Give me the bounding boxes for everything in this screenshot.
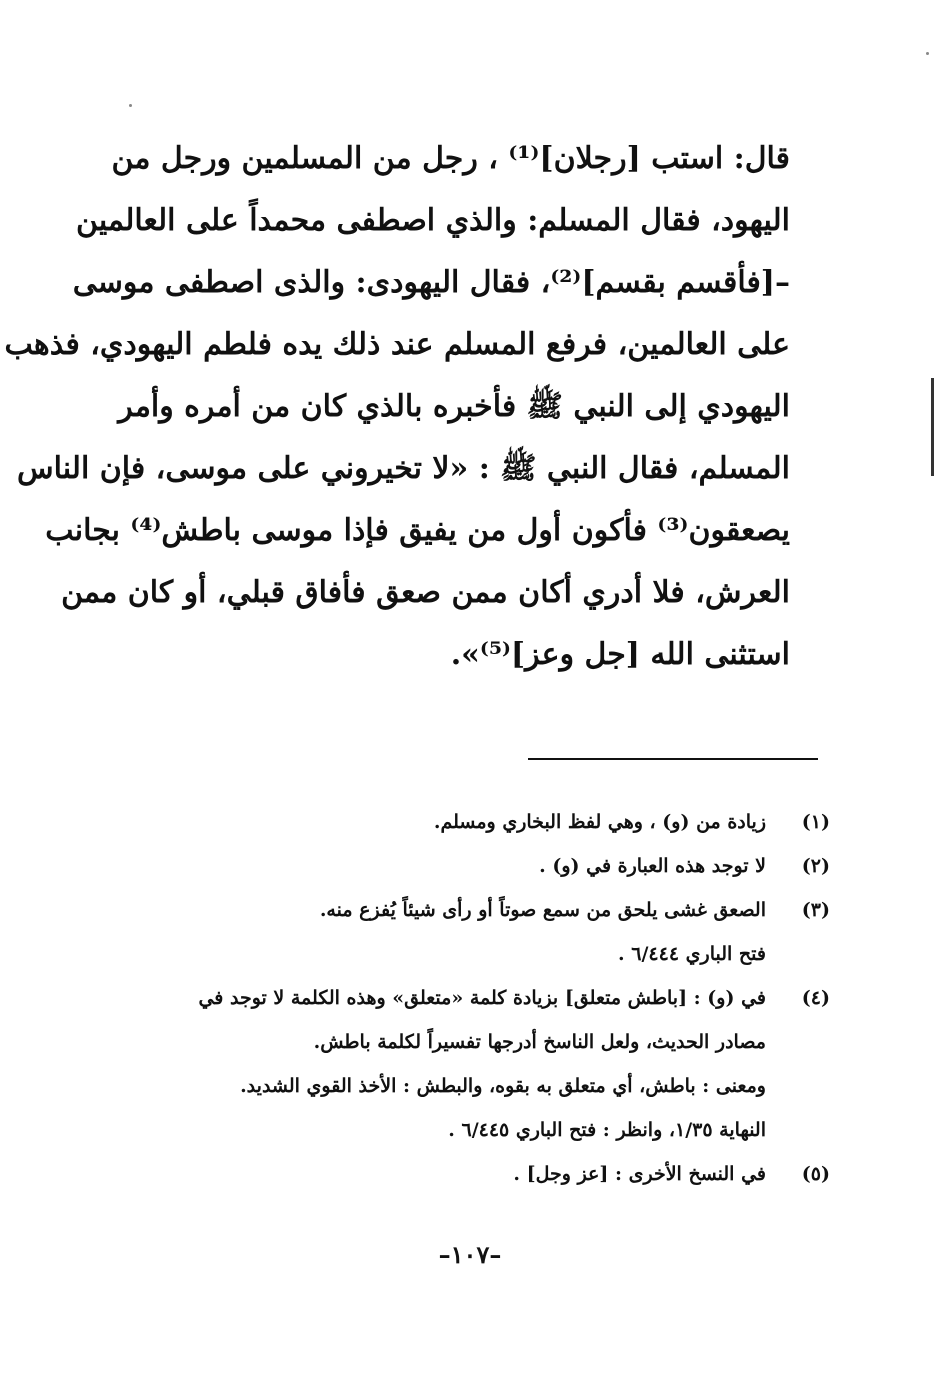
main-text bbox=[4, 128, 790, 686]
text-line: العرش، فلا أدري أكان ممن صعق فأفاق قبلي، أو كان ممن bbox=[61, 575, 790, 610]
text-line: استثنى الله [جل وعز]⁽⁵⁾». bbox=[450, 637, 790, 672]
text-line: المسلم، فقال النبي ﷺ : «لا تخيروني على موسى، فإن الناس bbox=[16, 451, 790, 486]
footnote bbox=[110, 844, 830, 888]
footnote bbox=[110, 888, 830, 976]
footnote-text: فتح الباري ٦/٤٤٤ . bbox=[618, 943, 766, 965]
footnotes bbox=[110, 800, 830, 1196]
footnote-number: (٤) bbox=[801, 987, 830, 1009]
footnote bbox=[110, 800, 830, 844]
footnote-text: الصعق غشى يلحق من سمع صوتاً أو رأى شيئاً يُفزع منه. bbox=[319, 899, 766, 921]
footnote-text: النهاية ١/٣٥، وانظر : فتح الباري ٦/٤٤٥ . bbox=[448, 1119, 766, 1141]
footnote-number: (٢) bbox=[801, 855, 830, 877]
footnote-number: (١) bbox=[801, 811, 830, 833]
text-line: اليهود، فقال المسلم: والذي اصطفى محمداً على العالمين bbox=[76, 203, 790, 238]
footnote-text: في النسخ الأخرى : [عز وجل] . bbox=[513, 1163, 766, 1185]
footnote-text: لا توجد هذه العبارة في (و) . bbox=[539, 855, 766, 877]
text-line: على العالمين، فرفع المسلم عند ذلك يده فلطم اليهودي، فذهب bbox=[4, 327, 790, 362]
footnote-number: (٥) bbox=[801, 1163, 830, 1185]
footnote-text: ومعنى : باطش، أي متعلق به بقوه، والبطش : الأخذ القوي الشديد. bbox=[240, 1075, 766, 1097]
footnote bbox=[110, 976, 830, 1152]
text-line: –[فأقسم بقسم]⁽²⁾، فقال اليهودى: والذى اصطفى موسى bbox=[72, 265, 790, 300]
footnote-divider bbox=[528, 758, 818, 760]
footnote-text: زيادة من (و) ، وهي لفظ البخاري ومسلم. bbox=[433, 811, 766, 833]
text-line: اليهودي إلى النبي ﷺ فأخبره بالذي كان من أمره وأمر bbox=[118, 389, 790, 424]
footnote-text: مصادر الحديث، ولعل الناسخ أدرجها تفسيراً لكلمة باطش. bbox=[313, 1031, 766, 1053]
text-line: قال: استب [رجلان]⁽¹⁾ ، رجل من المسلمين ورجل من bbox=[111, 141, 790, 176]
scan-speck bbox=[926, 52, 929, 55]
page-number: –١٠٧– bbox=[438, 1240, 502, 1269]
footnote bbox=[110, 1152, 830, 1196]
footnote-number: (٣) bbox=[801, 899, 830, 921]
text-line: يصعقون⁽³⁾ فأكون أول من يفيق فإذا موسى باطش⁽⁴⁾ بجانب bbox=[45, 513, 790, 548]
scan-speck bbox=[129, 104, 132, 107]
scan-edge-mark bbox=[931, 378, 934, 476]
footnote-text: في (و) : [باطش متعلق] بزيادة كلمة «متعلق» وهذه الكلمة لا توجد في bbox=[198, 987, 766, 1009]
